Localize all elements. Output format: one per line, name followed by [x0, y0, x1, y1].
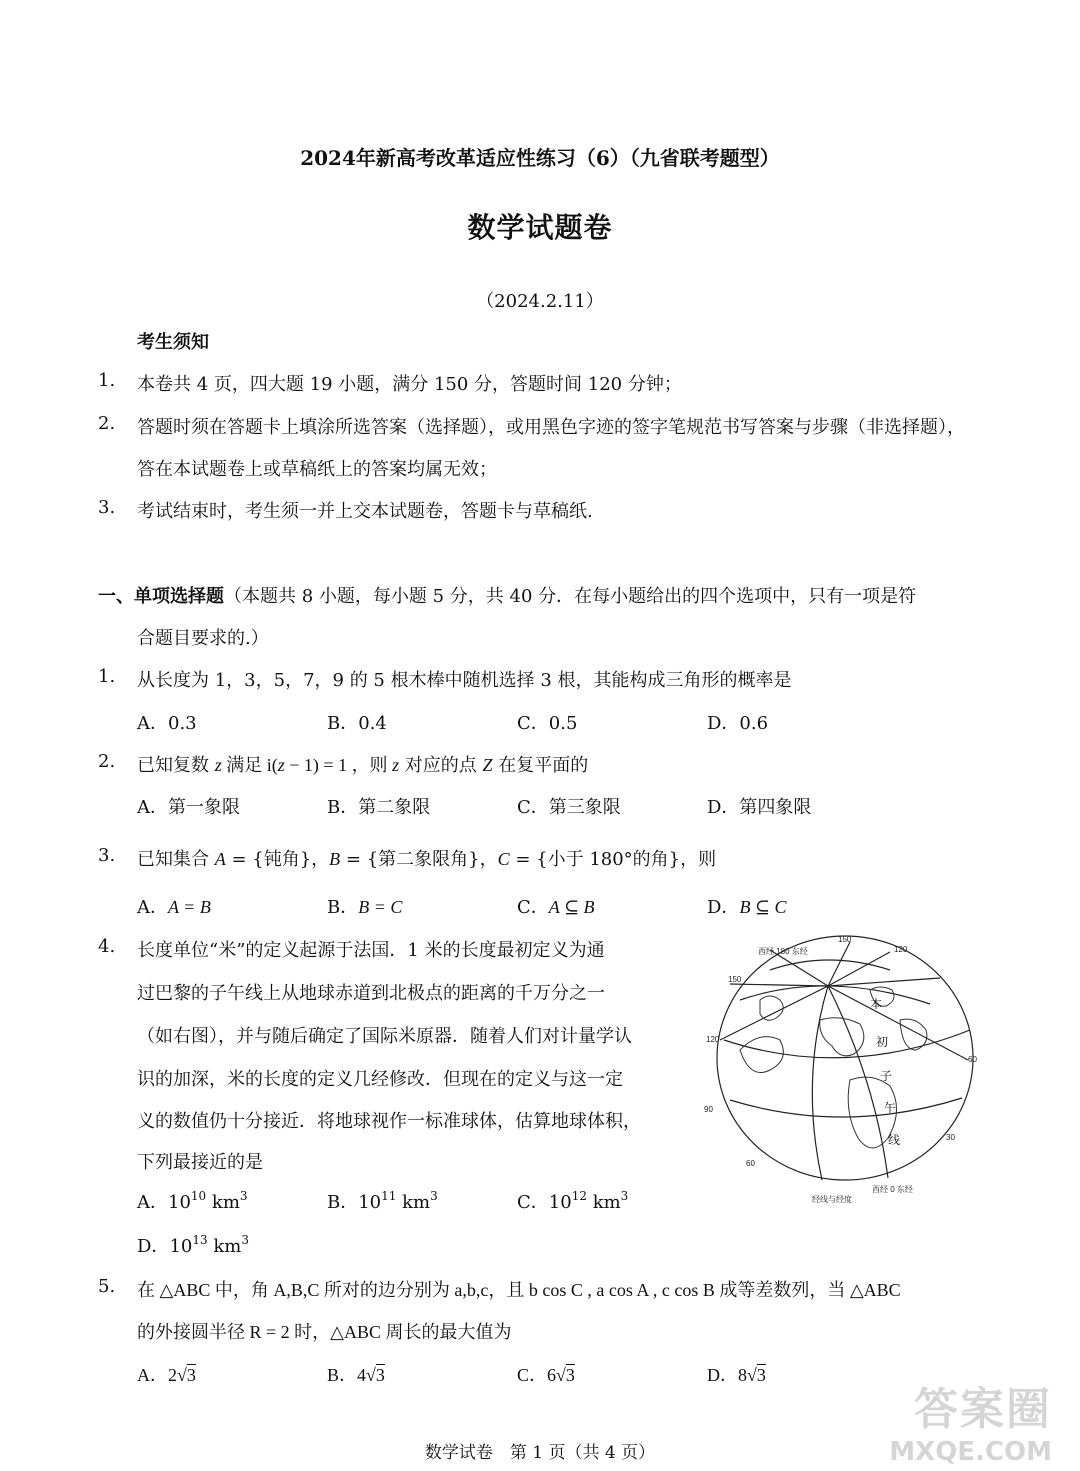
- globe-tick: 90: [704, 1105, 713, 1114]
- q1-number: 1.: [98, 666, 116, 687]
- q1-option-b: B．0.4: [327, 713, 387, 734]
- globe-figure: [700, 930, 990, 1206]
- q3-stem: 已知集合 A = {钝角}，B = {第二象限角}，C = {小于 180°的角}，则: [137, 849, 717, 870]
- meridian-char: 本: [870, 997, 883, 1011]
- q5-option-d: D．8√3: [707, 1365, 766, 1385]
- q2-option-d: D．第四象限: [707, 797, 812, 818]
- section-label: 一、单项选择题: [98, 586, 224, 607]
- q5-stem-line-2: 的外接圆半径 R = 2 时，△ABC 周长的最大值为: [137, 1322, 512, 1342]
- q4-option-b: B．$10^{11}$ $km^3$: [327, 1189, 438, 1213]
- exam-date: （2024.2.11）: [476, 291, 604, 312]
- section-desc-line-2: 合题目要求的.）: [137, 628, 269, 649]
- exam-subtitle: 数学试题卷: [467, 211, 613, 244]
- globe-tick: 60: [968, 1055, 977, 1064]
- watermark-url: MXQE.COM: [889, 1437, 1052, 1467]
- q3-option-b: B．B = C: [327, 897, 403, 918]
- q4-number: 4.: [98, 936, 116, 957]
- coastline-shapes: [740, 987, 927, 1148]
- q1-option-d: D．0.6: [707, 713, 769, 734]
- exam-title: 2024年新高考改革适应性练习（6）（九省联考题型）: [300, 146, 780, 170]
- globe-top-label: 西经 180 东经: [758, 947, 808, 956]
- q2-option-c: C．第三象限: [517, 797, 621, 818]
- q1-stem: 从长度为 1，3，5，7，9 的 5 根木棒中随机选择 3 根，其能构成三角形的概率是: [137, 670, 792, 691]
- q3-option-a: A．A = B: [137, 897, 211, 918]
- globe-tick: 120: [706, 1035, 720, 1044]
- q5-option-c: C．6√3: [517, 1365, 575, 1385]
- notice-num-1: 1.: [98, 370, 116, 391]
- q5-stem-line-1: 在 △ABC 中，角 A,B,C 所对的边分别为 a,b,c，且 b cos C , a cos A , c cos B 成等差数列，当 △ABC: [137, 1280, 901, 1300]
- q4-stem-line-6: 下列最接近的是: [137, 1152, 263, 1173]
- latitude-line: [730, 1098, 962, 1117]
- q2-option-a: A．第一象限: [137, 797, 240, 818]
- q4-option-d: D．$10^{13}$ $km^3$: [137, 1233, 249, 1257]
- section-desc: （本题共 8 小题，每小题 5 分，共 40 分．在每小题给出的四个选项中，只有一项是符: [224, 586, 917, 607]
- notice-item-2-line-2: 答在本试题卷上或草稿纸上的答案均属无效；: [137, 459, 497, 480]
- q5-number: 5.: [98, 1276, 116, 1297]
- meridian-line: [812, 986, 828, 1180]
- q4-stem-line-2: 过巴黎的子午线上从地球赤道到北极点的距离的千万分之一: [137, 983, 605, 1004]
- globe-tick: 120: [894, 945, 908, 954]
- globe-caption: 经线与经度: [812, 1195, 852, 1204]
- globe-tick: 150: [838, 935, 852, 944]
- q2-stem: 已知复数 z 满足 i(z − 1) = 1 ，则 z 对应的点 Z 在复平面的: [137, 755, 589, 776]
- q4-option-a: A．$10^{10}$ $km^3$: [137, 1189, 248, 1213]
- globe-tick: 150: [728, 975, 742, 984]
- q2-number: 2.: [98, 751, 116, 772]
- notice-num-2: 2.: [98, 413, 116, 434]
- meridian-line: [828, 952, 890, 986]
- notice-heading: 考生须知: [137, 332, 209, 353]
- meridian-char: 线: [888, 1133, 901, 1147]
- section-heading: [98, 582, 916, 608]
- meridian-char: 子: [880, 1069, 893, 1083]
- notice-num-3: 3.: [98, 497, 116, 518]
- q1-option-c: C．0.5: [517, 713, 578, 734]
- meridian-char: 初: [876, 1035, 889, 1049]
- watermark-text: 答案圈: [914, 1384, 1052, 1435]
- globe-tick: 30: [946, 1133, 955, 1142]
- page-footer: 数学试卷 第 1 页（共 4 页）: [424, 1443, 656, 1463]
- q3-option-c: C．A ⊆ B: [517, 897, 595, 918]
- q4-stem-line-5: 义的数值仍十分接近．将地球视作一标准球体，估算地球体积，: [137, 1111, 641, 1132]
- q3-number: 3.: [98, 845, 116, 866]
- q4-stem-line-3: （如右图），并与随后确定了国际米原器．随着人们对计量学认: [137, 1026, 632, 1047]
- globe-tick: 60: [746, 1159, 755, 1168]
- notice-item-2-line-1: 答题时须在答题卡上填涂所选答案（选择题），或用黑色字迹的签字笔规范书写答案与步骤（非选择题），: [137, 417, 965, 438]
- q4-stem-line-4: 识的加深，米的长度的定义几经修改．但现在的定义与这一定: [137, 1069, 623, 1090]
- latitude-line: [724, 1030, 970, 1058]
- meridian-line: [828, 978, 940, 986]
- q4-stem-line-1: 长度单位“米”的定义起源于法国．1 米的长度最初定义为通: [137, 940, 605, 961]
- notice-item-1: 本卷共 4 页，四大题 19 小题，满分 150 分，答题时间 120 分钟；: [137, 374, 682, 395]
- globe-bottom-label: 西经 0 东经: [872, 1185, 913, 1194]
- q5-option-a: A．2√3: [137, 1365, 196, 1385]
- globe-svg: [700, 930, 990, 1206]
- q3-option-d: D．B ⊆ C: [707, 897, 787, 918]
- notice-item-3: 考试结束时，考生须一并上交本试题卷，答题卡与草稿纸.: [137, 501, 593, 522]
- meridian-line: [828, 986, 968, 1060]
- q4-option-c: C．$10^{12}$ $km^3$: [517, 1189, 629, 1213]
- watermark-logo: [872, 1373, 1052, 1465]
- q2-option-b: B．第二象限: [327, 797, 431, 818]
- q5-option-b: B．4√3: [327, 1365, 385, 1385]
- meridian-line: [828, 986, 888, 1178]
- q1-option-a: A．0.3: [137, 713, 197, 734]
- meridian-char: 午: [884, 1101, 897, 1115]
